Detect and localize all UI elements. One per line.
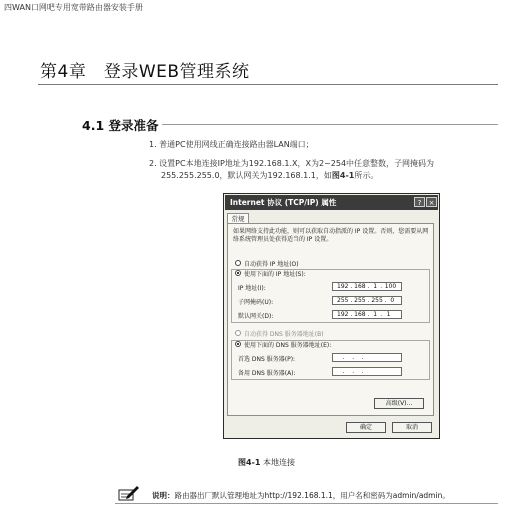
manual-ip-label: 使用下面的 IP 地址(S): [244, 271, 306, 278]
figure-caption-ref: 图4-1 [238, 458, 261, 467]
figure-reference: 图4-1 [331, 171, 355, 180]
manual-ip-radio[interactable] [235, 270, 241, 276]
advanced-button[interactable]: 高级(V)... [374, 398, 424, 409]
chapter-divider [38, 84, 498, 85]
help-button[interactable]: ? [414, 197, 425, 207]
subnet-mask-field[interactable]: 255 . 255 . 255 . 0 [332, 296, 402, 305]
figure-caption-text: 本地连接 [260, 458, 295, 467]
manual-dns-label: 使用下面的 DNS 服务器地址(E): [244, 342, 332, 349]
cancel-button[interactable]: 取消 [392, 422, 432, 433]
note-divider [115, 503, 498, 504]
section-title: 4.1 登录准备 [82, 118, 159, 133]
note-body: 路由器出厂默认管理地址为http://192.168.1.1，用户名和密码为admin/admin。 [174, 491, 450, 500]
tcpip-properties-dialog [223, 193, 440, 439]
running-header: 四WAN口网吧专用宽带路由器安装手册 [4, 3, 143, 12]
preferred-dns-label: 首选 DNS 服务器(P): [238, 356, 296, 363]
auto-ip-radio[interactable] [235, 260, 241, 266]
auto-dns-radio[interactable] [235, 330, 241, 336]
step-1-text: 1. 普通PC使用网线正确连接路由器LAN端口； [149, 140, 314, 149]
note-pencil-icon [118, 485, 140, 501]
auto-ip-label: 自动获得 IP 地址(O) [244, 261, 299, 268]
alternate-dns-label: 备用 DNS 服务器(A): [238, 370, 296, 377]
ok-button[interactable]: 确定 [346, 422, 386, 433]
dialog-titlebar [225, 195, 438, 210]
manual-dns-radio[interactable] [235, 341, 241, 347]
step-2-text [149, 158, 504, 182]
general-tab-panel [227, 223, 434, 416]
default-gateway-field[interactable]: 192 . 168 . 1 . 1 [332, 310, 402, 319]
auto-dns-label: 自动获得 DNS 服务器地址(B) [244, 331, 324, 338]
tab-general[interactable]: 常规 [227, 213, 249, 224]
step-2-part-a: 2. 设置PC本地连接IP地址为192.168.1.X，X为2~254中任意整数，子网掩码为 [149, 159, 435, 168]
ip-address-label: IP 地址(I): [238, 285, 266, 292]
preferred-dns-field[interactable]: . . . [332, 353, 402, 362]
close-button[interactable]: × [426, 197, 437, 207]
note-label: 说明： [152, 491, 175, 500]
step-2-part-c: 所示。 [354, 171, 379, 180]
default-gateway-label: 默认网关(D): [238, 313, 274, 320]
alternate-dns-field[interactable]: . . . [332, 367, 402, 376]
intro-text: 如果网络支持此功能，则可以获取自动指派的 IP 设置。否则，您需要从网络系统管理员处获得适当的 IP 设置。 [233, 228, 429, 243]
chapter-title: 第4章 登录WEB管理系统 [40, 62, 250, 82]
subnet-mask-label: 子网掩码(U): [238, 299, 274, 306]
section-divider [162, 124, 498, 125]
note-text [152, 490, 450, 501]
ip-address-field[interactable]: 192 . 168 . 1 . 100 [332, 282, 402, 291]
dialog-title: Internet 协议 (TCP/IP) 属性 [230, 198, 337, 207]
step-2-part-b: 255.255.255.0，默认网关为192.168.1.1，如 [161, 171, 332, 180]
figure-caption [238, 457, 295, 468]
